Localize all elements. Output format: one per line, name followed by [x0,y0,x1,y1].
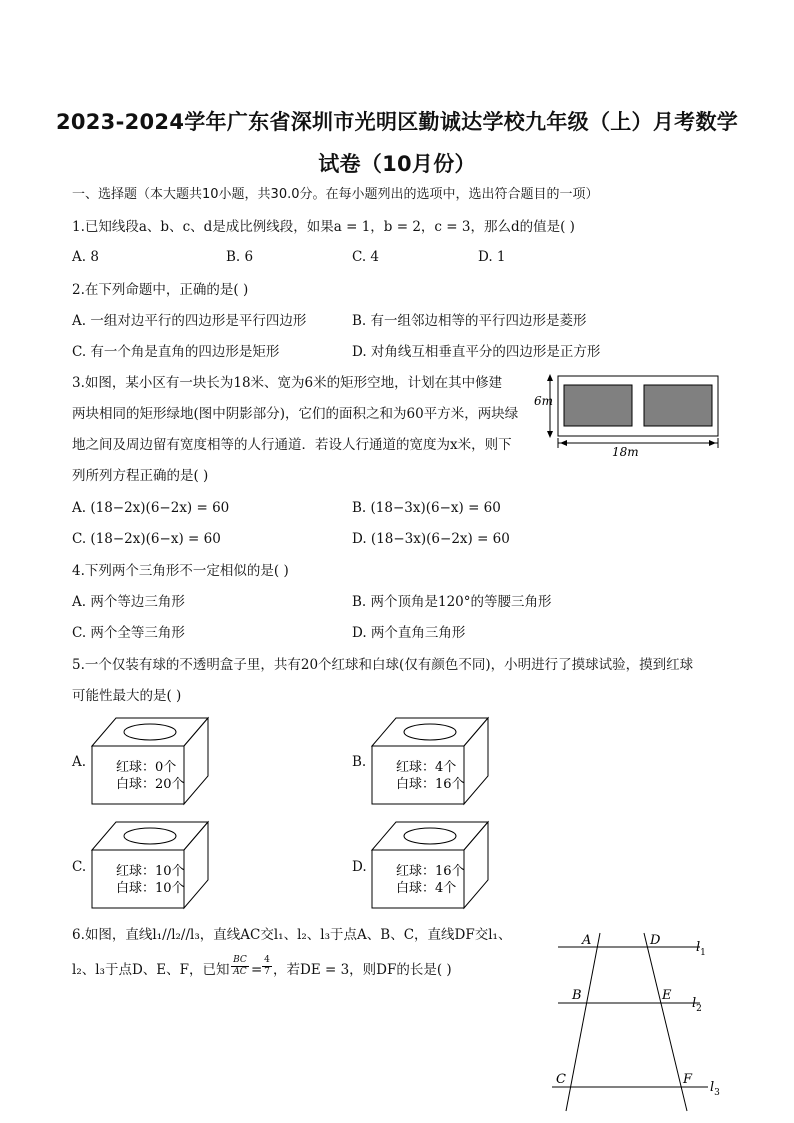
q5-box-b-white-count: 白球：16个 [396,777,465,792]
q6-line-ac [566,933,600,1111]
q6-line-df [644,933,687,1111]
q1-option-d[interactable]: D. 1 [478,249,506,265]
q5-box-b-opening [404,724,456,740]
q3-arrow-right-icon [709,440,716,446]
q6-point-b: B [572,988,582,1003]
q3-arrow-left-icon [560,440,567,446]
q5-box-c-opening [124,828,176,844]
q3-stem-line4: 列所列方程正确的是( ) [72,468,209,484]
q2-option-b[interactable]: B. 有一组邻边相等的平行四边形是菱形 [352,313,587,329]
q6-stem-line2-end: ，若DE = 3，则DF的长是( ) [273,962,452,978]
q6-fraction-equals: = [251,962,263,978]
q6-stem-line2-start: l₂、l₃于点D、E、F，已知 [72,962,230,978]
q3-stem-line2: 两块相同的矩形绿地(图中阴影部分)，它们的面积之和为60平方米，两块绿 [72,406,519,422]
q6-point-c: C [556,1072,566,1087]
q3-arrow-down-icon [547,431,553,438]
section-heading: 一、选择题（本大题共10小题，共30.0分。在每小题列出的选项中，选出符合题目的一项） [72,187,599,202]
q5-option-b-letter[interactable]: B. [352,754,367,770]
q3-arrow-up-icon [547,374,553,381]
q3-stem-line3: 地之间及周边留有宽度相等的人行通道．若设人行通道的宽度为x米，则下 [72,437,512,453]
q4-stem: 4.下列两个三角形不一定相似的是( ) [72,563,289,579]
q6-fraction-value-numerator: 4 [264,955,270,965]
q5-box-b-red-count: 红球：4个 [396,760,457,775]
q5-stem-line2: 可能性最大的是( ) [72,688,182,704]
q2-option-a[interactable]: A. 一组对边平行的四边形是平行四边形 [72,313,307,329]
q6-point-a: A [582,933,592,948]
q3-option-a[interactable]: A. (18−2x)(6−2x) = 60 [72,500,230,516]
q5-box-d-red-count: 红球：16个 [396,864,465,879]
q5-option-c-letter[interactable]: C. [72,859,87,875]
q6-point-d: D [650,933,661,948]
q2-option-c[interactable]: C. 有一个角是直角的四边形是矩形 [72,344,280,360]
q3-green-plot-left [564,385,632,426]
q3-option-d[interactable]: D. (18−3x)(6−2x) = 60 [352,531,510,547]
q3-option-c[interactable]: C. (18−2x)(6−x) = 60 [72,531,221,547]
q1-option-b[interactable]: B. 6 [226,249,254,265]
q5-box-b-front-face [372,746,464,804]
q3-stem-line1: 3.如图，某小区有一块长为18米、宽为6米的矩形空地，计划在其中修建 [72,375,503,391]
q2-stem: 2.在下列命题中，正确的是( ) [72,282,249,298]
q1-option-c[interactable]: C. 4 [352,249,380,265]
q5-option-a-letter[interactable]: A. [72,754,87,770]
q4-option-b[interactable]: B. 两个顶角是120°的等腰三角形 [352,594,552,610]
q5-box-c-white-count: 白球：10个 [116,881,185,896]
q4-option-c[interactable]: C. 两个全等三角形 [72,625,185,641]
q5-option-d-letter[interactable]: D. [352,859,367,875]
q5-box-a-front-face [92,746,184,804]
q5-box-b[interactable] [368,714,494,806]
q6-stem-line1: 6.如图，直线l₁//l₂//l₃，直线AC交l₁、l₂、l₃于点A、B、C，直线DF交l₁、 [72,927,512,943]
q5-stem-line1: 5.一个仅装有球的不透明盒子里，共有20个红球和白球(仅有颜色不同)，小明进行了摸球试验，摸到红球 [72,657,694,673]
q3-label-18m: 18m [612,445,639,458]
q3-rectangle-figure [534,368,734,458]
q6-fraction-numerator: BC [233,955,247,965]
q5-box-d[interactable] [368,818,494,910]
q3-green-plot-right [644,385,712,426]
q6-fraction-left [231,955,249,978]
q6-label-l2: $l_2$ [692,996,702,1014]
q5-box-d-white-count: 白球：4个 [396,881,457,896]
q5-box-c[interactable] [88,818,214,910]
q4-option-d[interactable]: D. 两个直角三角形 [352,625,466,641]
q5-box-a-opening [124,724,176,740]
q4-option-a[interactable]: A. 两个等边三角形 [72,594,185,610]
exam-title-line1: 2023-2024学年广东省深圳市光明区勤诚达学校九年级（上）月考数学 [55,110,739,134]
q5-box-c-front-face [92,850,184,908]
q5-box-d-front-face [372,850,464,908]
q6-fraction-right [262,955,272,978]
q3-option-b[interactable]: B. (18−3x)(6−x) = 60 [352,500,501,516]
q5-box-a[interactable] [88,714,214,806]
q5-box-a-white-count: 白球：20个 [116,777,185,792]
q2-option-d[interactable]: D. 对角线互相垂直平分的四边形是正方形 [352,344,601,360]
q6-parallel-lines-figure [540,925,730,1117]
q6-label-l1: $l_1$ [696,940,706,958]
exam-title-line2: 试卷（10月份） [318,152,476,176]
q6-fraction-denominator: AC [231,966,249,978]
q6-fraction-value-denominator: 7 [262,966,272,978]
q6-point-e: E [662,988,672,1003]
q5-box-a-red-count: 红球：0个 [116,760,177,775]
q5-box-d-opening [404,828,456,844]
q1-stem: 1.已知线段a、b、c、d是成比例线段，如果a = 1，b = 2，c = 3，那么d的值是( ) [72,219,575,235]
q5-box-c-red-count: 红球：10个 [116,864,185,879]
q6-label-l3: $l_3$ [710,1080,720,1098]
q6-point-f: F [683,1072,693,1087]
q3-label-6m: 6m [534,394,554,408]
q1-option-a[interactable]: A. 8 [72,249,99,265]
